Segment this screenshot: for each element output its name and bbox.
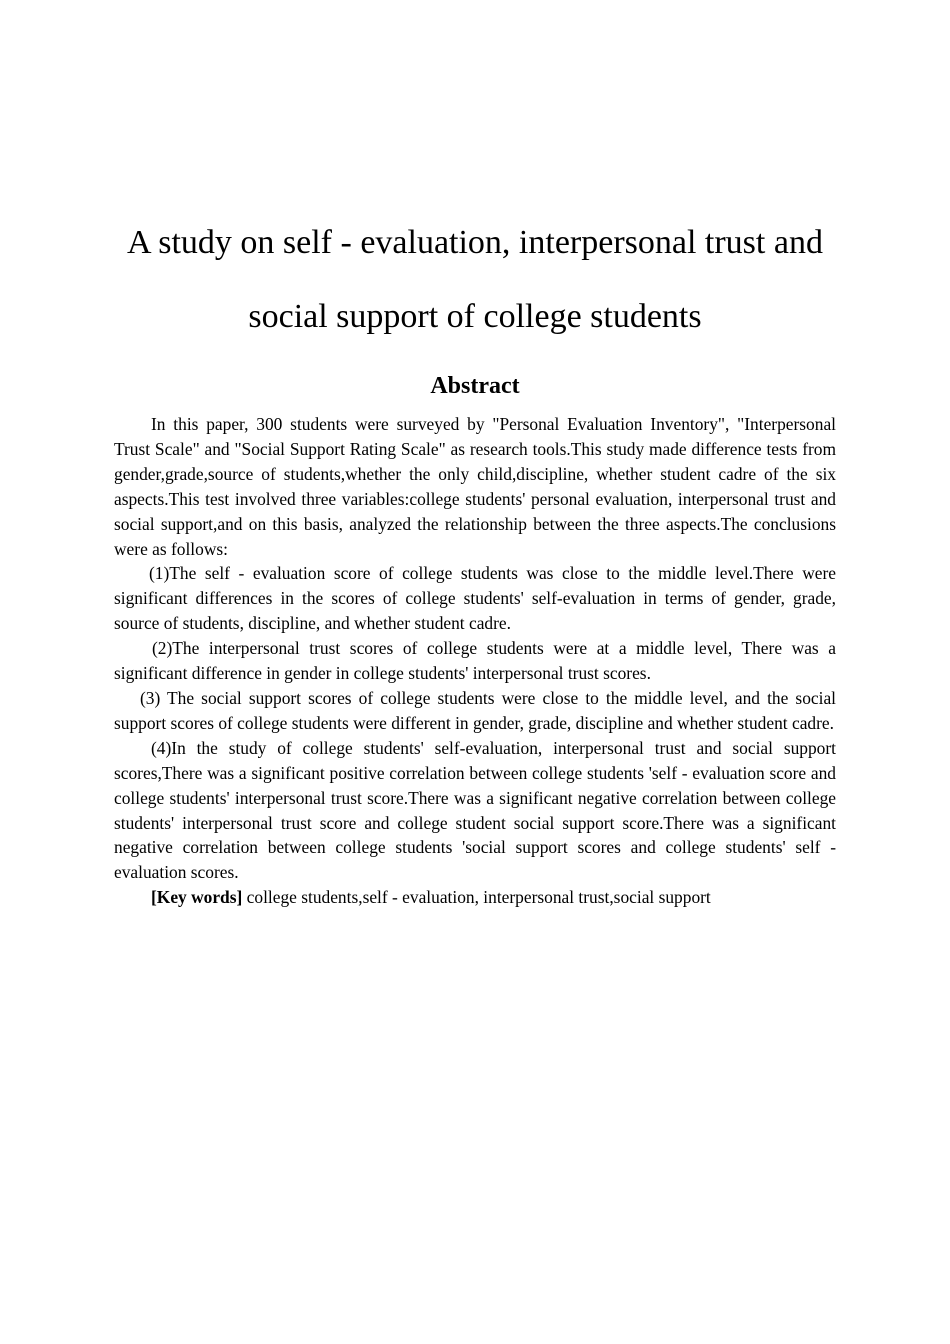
abstract-heading: Abstract: [430, 373, 520, 399]
conclusion-3-paragraph: (3) The social support scores of college students were close to the middle level, and the social support scores of college students were different in gender, grade, discipline and whether student cadre.: [114, 687, 836, 733]
keywords-label: [Key words]: [151, 887, 243, 908]
conclusion-1-paragraph: (1)The self - evaluation score of college students was close to the middle level.There were significant differences in the scores of college students' self-evaluation in terms of gender, grade, source of students, discipline, and whether student cadre.: [114, 563, 836, 634]
conclusion-4-paragraph: (4)In the study of college students' self-evaluation, interpersonal trust and social support scores,There was a significant positive correlation between college students 'self - evaluation score and college students' interpersonal trust score.There was a significant negative correlation between college students' interpersonal trust score and college student social support score.There was a significant negative correlation between college students 'social support scores and college students' self - evaluation scores.: [114, 737, 836, 883]
keywords-text: college students,self - evaluation, interpersonal trust,social support: [246, 887, 711, 908]
paper-title-line-2: social support of college students: [248, 298, 702, 335]
conclusion-2-paragraph: (2)The interpersonal trust scores of college students were at a middle level, There was a significant difference in gender in college students' interpersonal trust scores.: [114, 638, 836, 684]
paper-title-line-1: A study on self - evaluation, interpersonal trust and: [127, 224, 823, 261]
keywords-paragraph: [114, 885, 836, 910]
abstract-body: [114, 412, 836, 910]
abstract-intro-paragraph: In this paper, 300 students were surveyed by "Personal Evaluation Inventory", "Interpersonal Trust Scale" and "Social Support Rating Scale" as research tools.This study made difference tests from gender,grade,source of students,whether the only child,discipline, whether student cadre of the six aspects.This test involved three variables:college students' personal evaluation, interpersonal trust and social support,and on this basis, analyzed the relationship between the three aspects.The conclusions were as follows:: [114, 414, 836, 559]
